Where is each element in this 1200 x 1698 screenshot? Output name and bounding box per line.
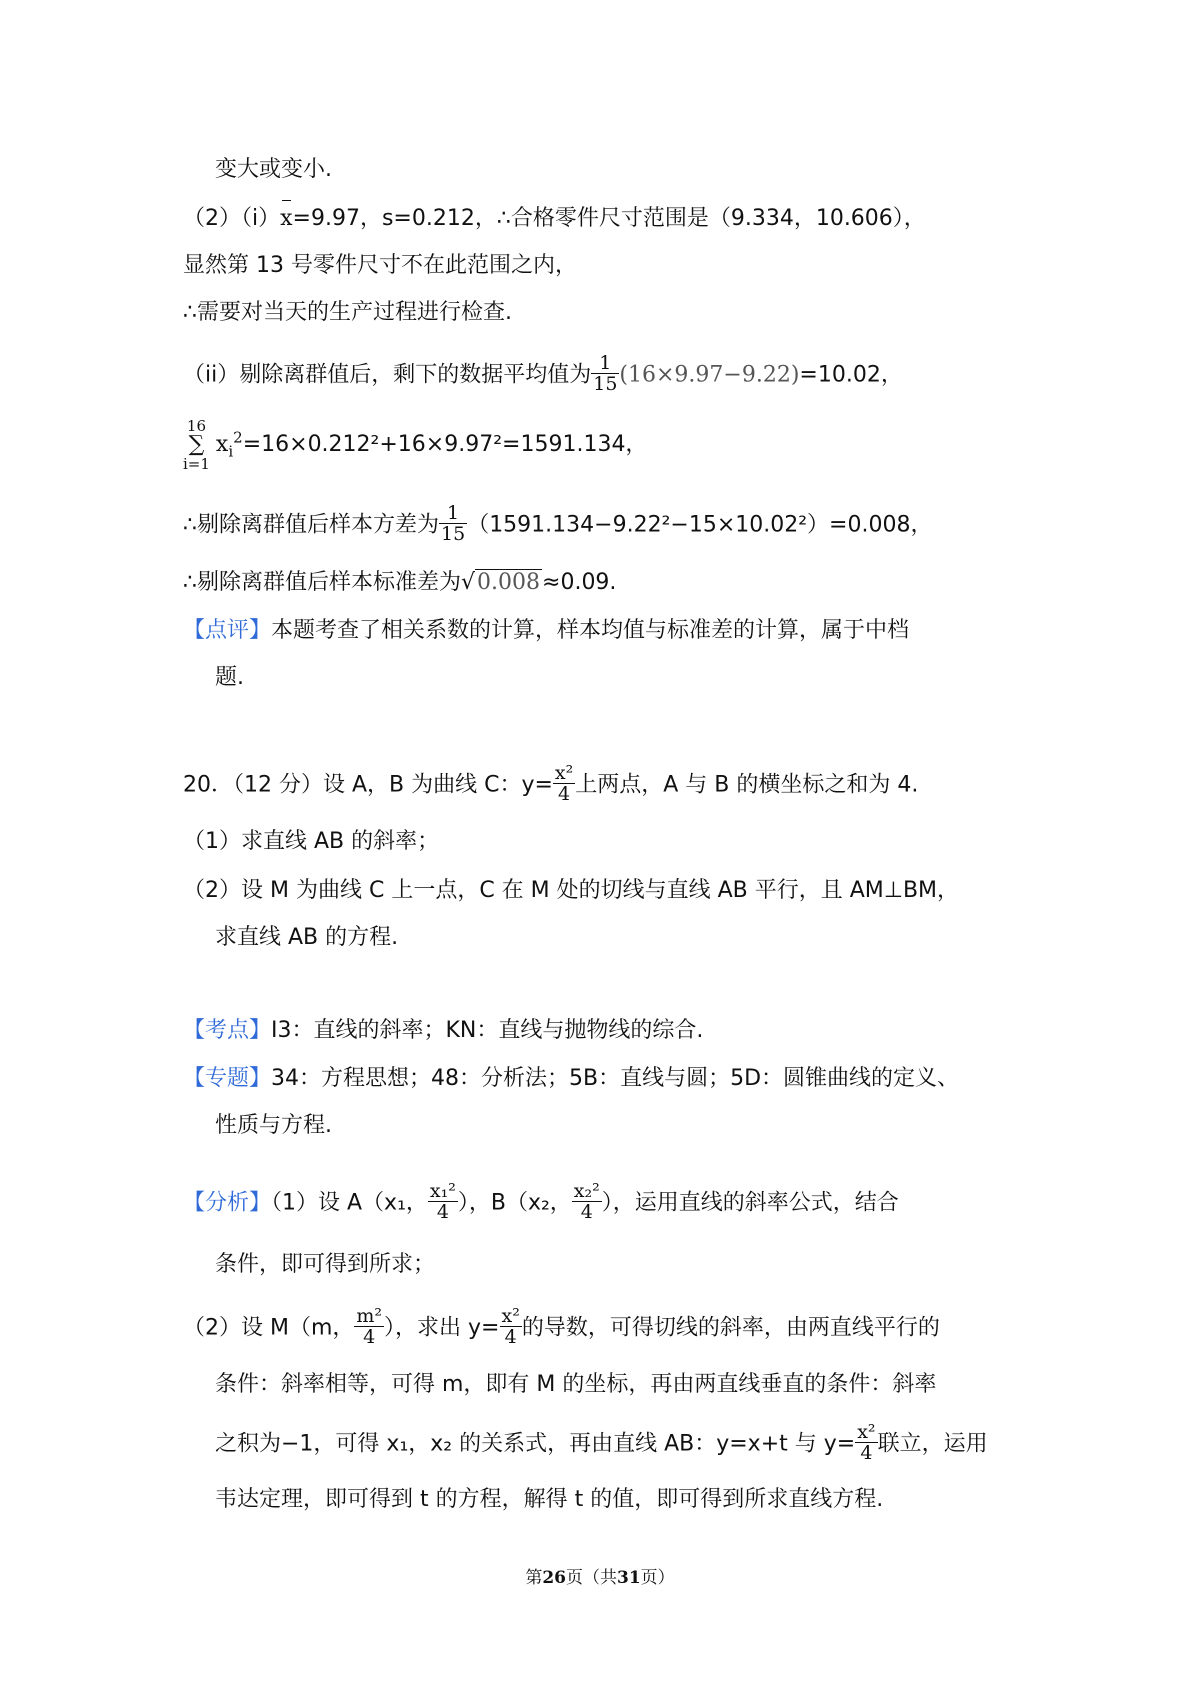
text-segment: 之积为−1，可得 x₁，x₂ 的关系式，再由直线 AB：y=x+t 与 y= <box>215 1431 856 1457</box>
comment-tag: 【点评】 <box>183 618 272 643</box>
text-segment: ∴剔除离群值后样本方差为 <box>183 512 439 538</box>
question-part: （2）设 M 为曲线 C 上一点，C 在 M 处的切线与直线 AB 平行，且 AM⊥BM， <box>183 878 960 903</box>
text-line: 韦达定理，即可得到 t 的方程，解得 t 的值，即可得到所求直线方程. <box>215 1487 884 1512</box>
formula-image-text: (16×9.97−9.22) <box>619 362 800 388</box>
summation-line <box>183 418 647 472</box>
kaodian-line <box>183 1016 703 1046</box>
footer-text: 页） <box>640 1568 675 1588</box>
superscript: 2 <box>233 428 243 447</box>
text-segment: ≈0.09. <box>542 570 617 595</box>
fraction-numerator: x₂² <box>573 1180 600 1202</box>
fraction-numerator: x² <box>501 1305 520 1327</box>
fraction <box>553 763 575 804</box>
page-footer <box>0 1563 1200 1588</box>
text-segment: =10.02， <box>799 362 903 388</box>
fraction-denominator: 4 <box>553 783 575 804</box>
summation <box>183 418 210 472</box>
text-line <box>215 1421 988 1465</box>
text-segment: （1591.134−9.22²−15×10.02²）=0.008， <box>467 512 933 538</box>
text-segment: （2）（i） <box>183 206 281 231</box>
fraction <box>500 1306 522 1347</box>
text-line <box>183 204 926 234</box>
fraction <box>855 1422 877 1463</box>
sqrt-radicand: 0.008 <box>477 570 541 595</box>
question-part: （1）求直线 AB 的斜率； <box>183 829 440 854</box>
text-line <box>183 1305 940 1349</box>
x-bar-symbol: x <box>280 204 292 234</box>
fraction-denominator: 4 <box>500 1326 522 1347</box>
fraction <box>572 1181 602 1222</box>
text-segment: 20．（12 分）设 A，B 为曲线 C：y= <box>183 772 553 798</box>
text-segment: ），运用直线的斜率公式，结合 <box>601 1190 899 1216</box>
text-segment: （ii）剔除离群值后，剩下的数据平均值为 <box>183 362 592 388</box>
fraction-denominator: 15 <box>441 523 466 545</box>
text-line: 显然第 13 号零件尺寸不在此范围之内， <box>183 253 577 278</box>
variable-x: x <box>215 432 229 457</box>
text-line: 条件，即可得到所求； <box>215 1252 436 1277</box>
text-segment: ），求出 y= <box>384 1315 500 1341</box>
question-title <box>183 762 919 806</box>
fenxi-line <box>183 1180 899 1224</box>
fraction <box>428 1181 458 1222</box>
text-segment: 上两点，A 与 B 的横坐标之和为 4. <box>575 772 919 798</box>
text-line: 求直线 AB 的方程. <box>215 925 399 950</box>
fraction-numerator: 1 <box>447 502 460 524</box>
comment-line <box>183 616 909 646</box>
fraction <box>354 1306 384 1347</box>
text-line: ∴需要对当天的生产过程进行检查. <box>183 300 512 325</box>
fraction-denominator: 4 <box>572 1201 602 1222</box>
zhuanti-line <box>183 1064 959 1094</box>
text-segment: 34：方程思想；48：分析法；5B：直线与圆；5D：圆锥曲线的定义、 <box>271 1066 960 1091</box>
text-line: 条件：斜率相等，可得 m，即有 M 的坐标，再由两直线垂直的条件：斜率 <box>215 1372 937 1397</box>
footer-text: 页（共 <box>566 1568 617 1588</box>
fraction-numerator: x² <box>857 1421 876 1443</box>
text-line: 题. <box>215 665 244 690</box>
text-segment: （2）设 M（m， <box>183 1315 355 1341</box>
fraction-numerator: 1 <box>599 352 612 374</box>
text-line: 性质与方程. <box>215 1113 332 1138</box>
sum-upper-limit: 16 <box>186 417 206 435</box>
page-number: 26 <box>542 1568 566 1588</box>
fraction <box>439 503 467 544</box>
fenxi-tag: 【分析】 <box>183 1190 272 1216</box>
text-segment: =9.97，s=0.212，∴合格零件尺寸范围是（9.334，10.606）， <box>292 206 926 231</box>
fraction-denominator: 4 <box>428 1201 458 1222</box>
fraction-numerator: m² <box>356 1305 383 1327</box>
text-segment: =16×0.212²+16×9.97²=1591.134， <box>242 432 648 457</box>
text-line <box>183 502 933 546</box>
zhuanti-tag: 【专题】 <box>183 1066 272 1091</box>
fraction <box>591 353 619 394</box>
total-pages: 31 <box>617 1568 641 1588</box>
sum-symbol: ∑ <box>188 432 205 457</box>
fraction-denominator: 4 <box>855 1442 877 1463</box>
text-segment: ∴剔除离群值后样本标准差为 <box>183 570 461 595</box>
text-line: ∴剔除离群值后样本标准差为√0.008≈0.09. <box>183 570 617 595</box>
text-line: 变大或变小. <box>215 157 332 182</box>
footer-text: 第 <box>525 1568 543 1588</box>
sum-lower-limit: i=1 <box>183 455 210 473</box>
text-segment: （1）设 A（x₁， <box>271 1190 428 1216</box>
text-segment: 本题考查了相关系数的计算，样本均值与标准差的计算，属于中档 <box>271 618 910 643</box>
text-segment: 联立，运用 <box>877 1431 988 1457</box>
fraction-denominator: 15 <box>593 373 618 395</box>
text-segment: ），B（x₂， <box>457 1190 572 1216</box>
text-segment: I3：直线的斜率；KN：直线与抛物线的综合. <box>271 1018 704 1043</box>
fraction-numerator: x₁² <box>429 1180 456 1202</box>
text-segment: 的导数，可得切线的斜率，由两直线平行的 <box>521 1315 940 1341</box>
kaodian-tag: 【考点】 <box>183 1018 272 1043</box>
subscript: i <box>228 442 234 461</box>
text-line <box>183 352 903 396</box>
fraction-numerator: x² <box>554 762 574 784</box>
fraction-denominator: 4 <box>354 1326 384 1347</box>
